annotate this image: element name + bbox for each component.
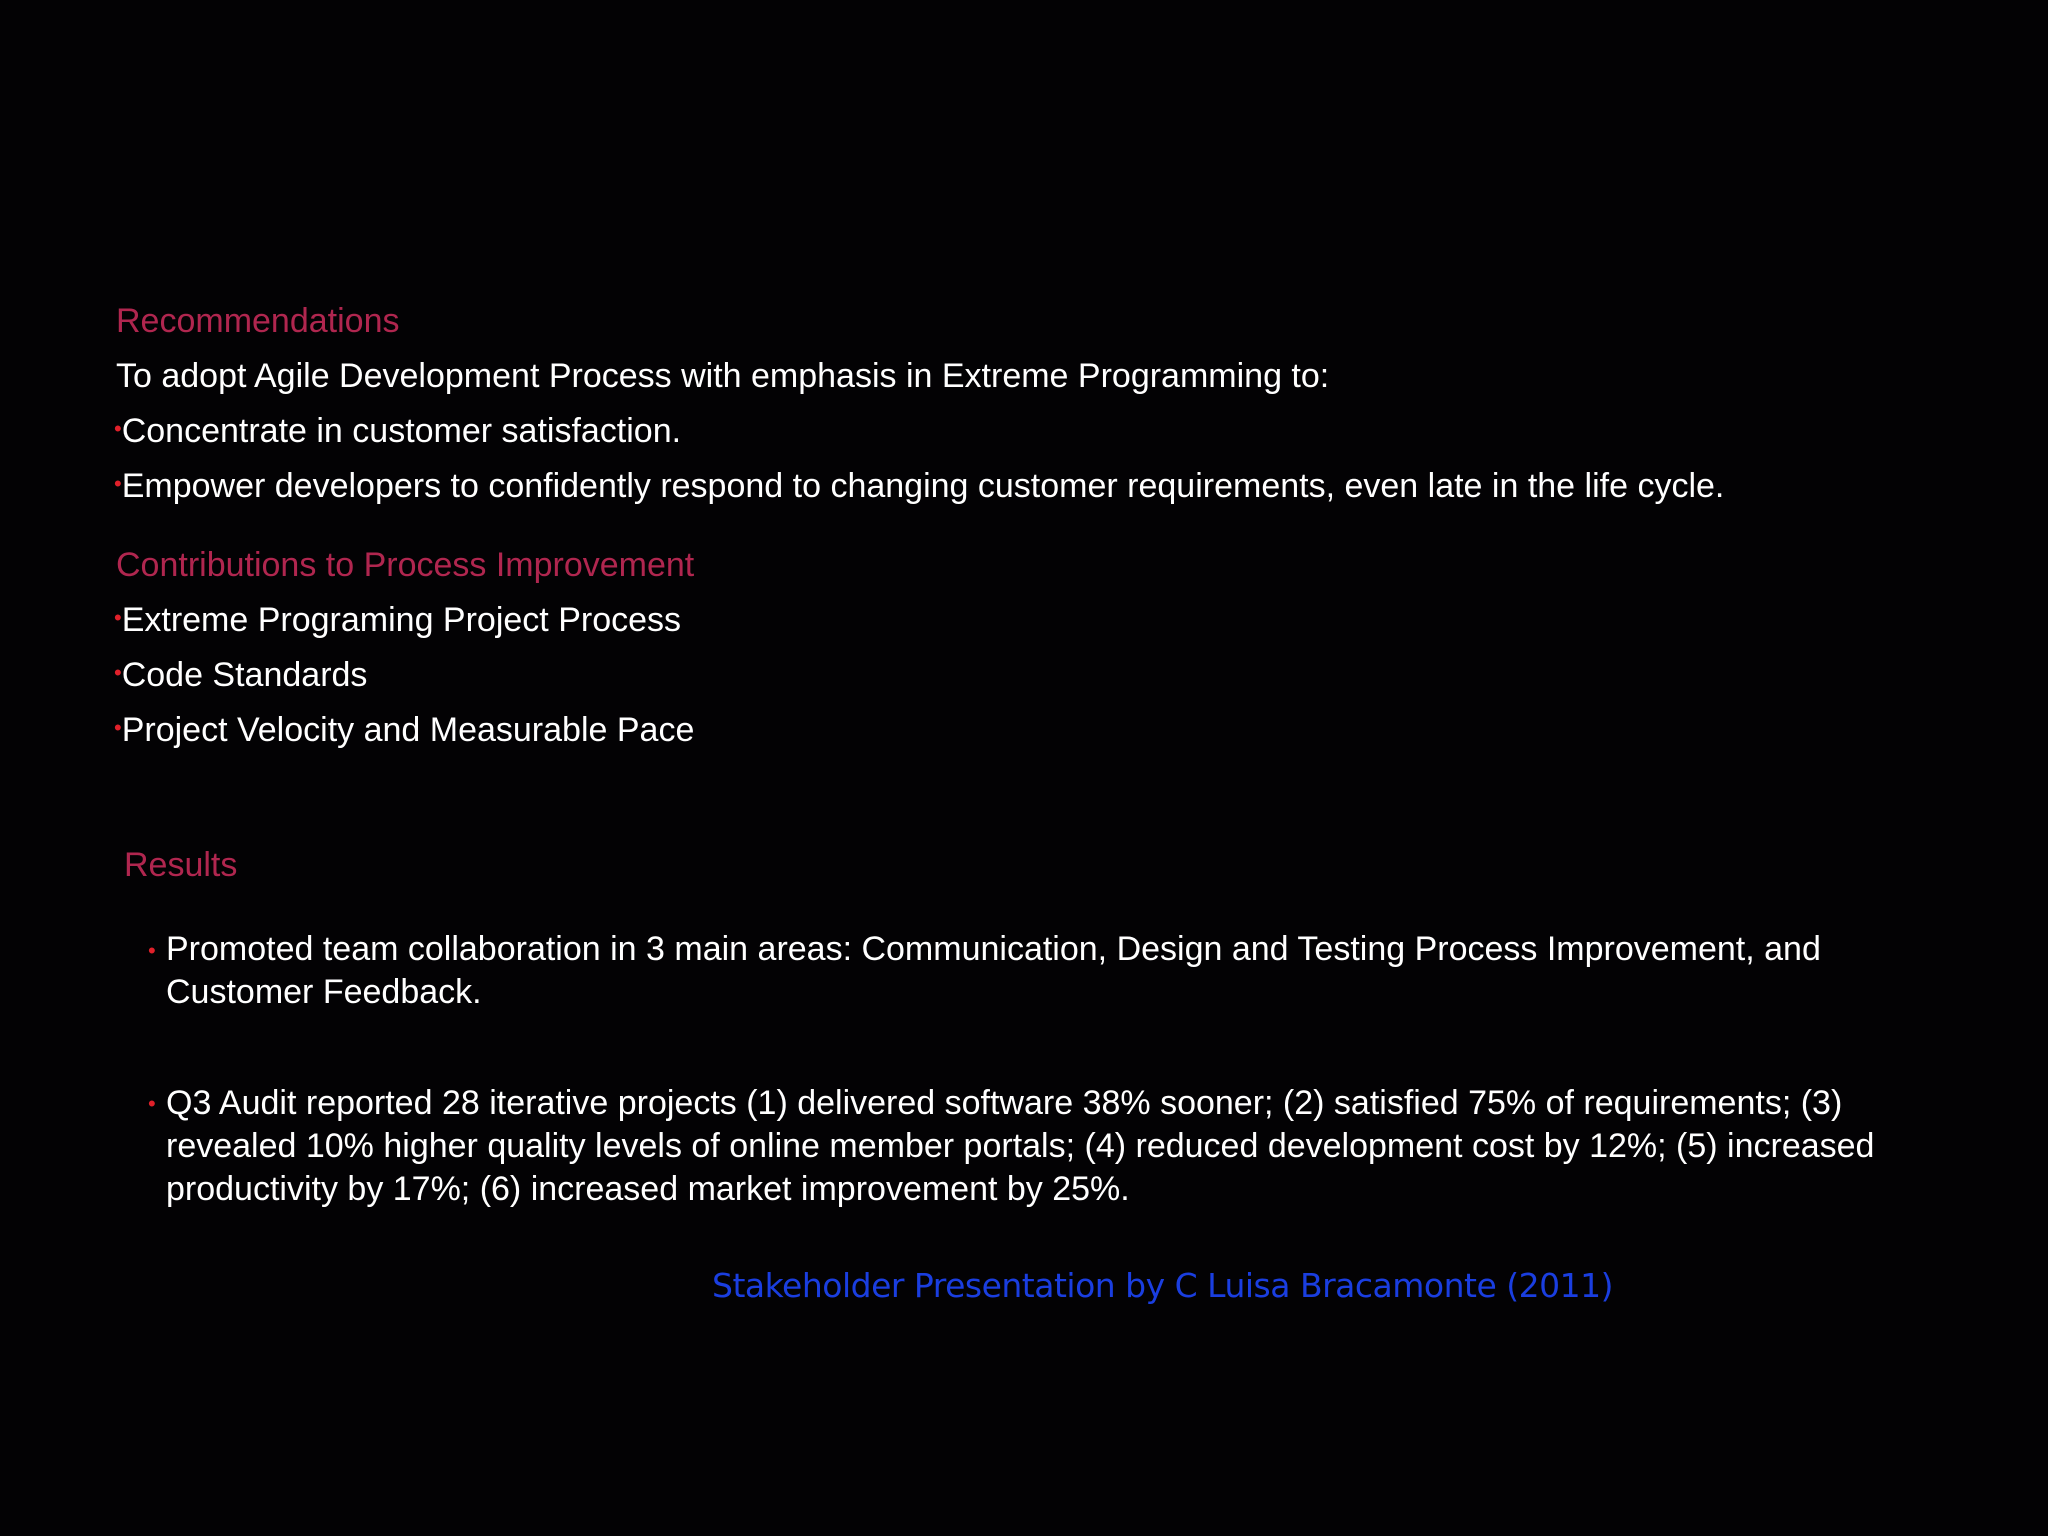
- contribution-item: •Code Standards: [114, 656, 368, 694]
- result-item: Promoted team collaboration in 3 main areas: Communication, Design and Testing Process Improvement, and Customer Feedback.: [166, 930, 1821, 1011]
- footer-credit: Stakeholder Presentation by C Luisa Bracamonte (2011): [712, 1266, 1613, 1305]
- recommendations-heading: Recommendations: [116, 302, 400, 340]
- bullet-icon: •: [148, 938, 156, 963]
- contribution-item: •Extreme Programing Project Process: [114, 601, 682, 639]
- recommendation-item: •Empower developers to confidently respond to changing customer requirements, even late in the life cycle.: [114, 467, 1725, 505]
- recommendations-intro: To adopt Agile Development Process with emphasis in Extreme Programming to:: [116, 357, 1330, 395]
- bullet-icon: •: [148, 1091, 156, 1116]
- result-item: Q3 Audit reported 28 iterative projects (1) delivered software 38% sooner; (2) satisfied 75% of requirements; (3) revealed 10% higher quality levels of online member portals; (4) reduced development cost by 12%; (5) increased productivity by 17%; (6) increased market improvement by 25%.: [166, 1084, 1875, 1208]
- contribution-item: •Project Velocity and Measurable Pace: [114, 711, 695, 749]
- bullet-icon: •: [114, 660, 122, 685]
- bullet-icon: •: [114, 715, 122, 740]
- bullet-icon: •: [114, 471, 122, 496]
- bullet-icon: •: [114, 605, 122, 630]
- bullet-icon: •: [114, 416, 122, 441]
- contributions-heading: Contributions to Process Improvement: [116, 546, 695, 584]
- recommendation-item: •Concentrate in customer satisfaction.: [114, 412, 682, 450]
- results-heading: Results: [124, 846, 238, 884]
